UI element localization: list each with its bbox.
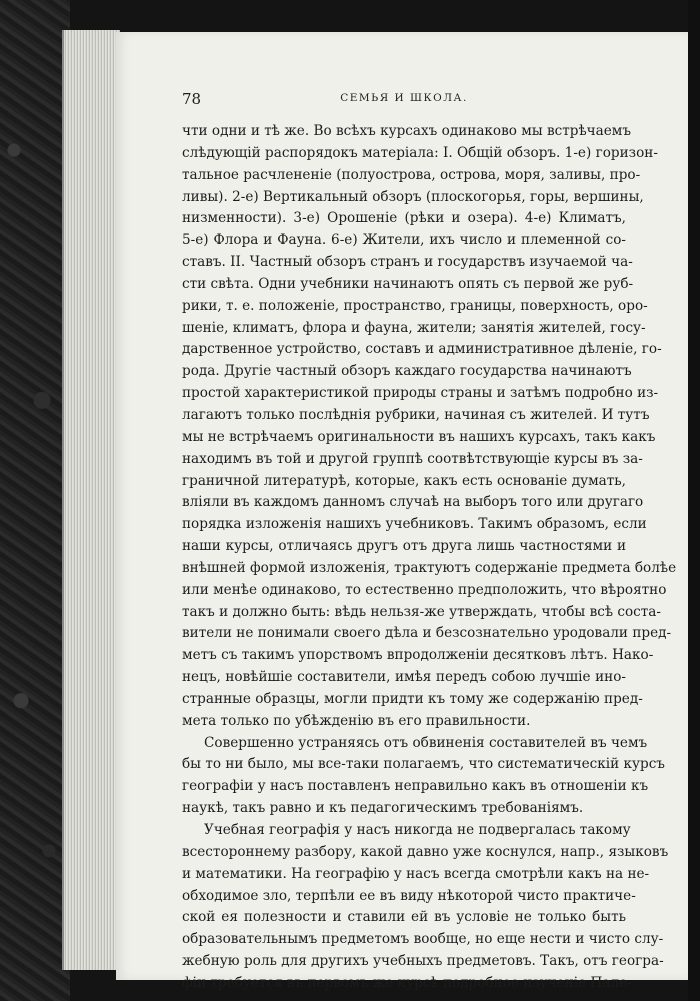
page-header [182, 90, 626, 110]
text-line: такъ и должно быть: вѣдь нельзя-же утверждать, чтобы всѣ соста- [182, 603, 661, 620]
text-line: ставъ. II. Частный обзоръ странъ и государствъ изучаемой ча- [182, 254, 633, 271]
page-number: 78 [182, 90, 202, 108]
text-line: бы то ни было, мы все-таки полагаемъ, что систематическій курсъ [182, 756, 665, 773]
text-line: низменности). 3-е) Орошеніе (рѣки и озера). 4-е) Климатъ, [182, 210, 626, 227]
body-text [182, 121, 677, 995]
text-line: слѣдующій распорядокъ матеріала: I. Общій обзоръ. 1-е) горизон- [182, 144, 658, 161]
text-line: ливы). 2-е) Вертикальный обзоръ (плоскогорья, горы, вершины, [182, 188, 644, 205]
text-line: жебную роль для другихъ учебныхъ предметовъ. Такъ, отъ геогра- [182, 953, 664, 970]
text-line: Совершенно устраняясь отъ обвиненія составителей въ чемъ [204, 734, 648, 751]
running-title: СЕМЬЯ И ШКОЛА. [340, 92, 468, 104]
text-line: фіи требуется въ первомъ же курсѣ подробное изученіе Пале- [182, 974, 632, 991]
text-line: находимъ въ той и другой группѣ соотвѣтствующіе курсы въ за- [182, 450, 643, 467]
text-line: простой характеристикой природы страны и затѣмъ подробно из- [182, 385, 659, 402]
text-line: метъ съ такимъ упорствомъ впродолженіи десятковъ лѣтъ. Нако- [182, 647, 654, 664]
page-edges [62, 30, 120, 970]
text-line: образовательнымъ предметомъ вообще, но еще нести и чисто слу- [182, 931, 664, 948]
text-line: всестороннему разбору, какой давно уже коснулся, напр., языковъ [182, 843, 669, 860]
text-line: географіи у насъ поставленъ неправильно какъ въ отношеніи къ [182, 778, 649, 795]
text-line: рода. Другіе частный обзоръ каждаго государства начинаютъ [182, 363, 632, 380]
scan-border [688, 0, 700, 1001]
text-line: внѣшней формой изложенія, трактуютъ содержаніе предмета болѣе [182, 559, 677, 576]
text-line: и математики. На географію у насъ всегда смотрѣли какъ на не- [182, 865, 650, 882]
text-line: вліяли въ каждомъ данномъ случаѣ на выборъ того или другаго [182, 494, 644, 511]
text-line: чти одни и тѣ же. Во всѣхъ курсахъ одинаково мы встрѣчаемъ [182, 123, 632, 139]
text-line: наукѣ, такъ равно и къ педагогическимъ требованіямъ. [182, 800, 584, 817]
text-line: 5-е) Флора и Фауна. 6-е) Жители, ихъ число и племенной со- [182, 232, 626, 249]
text-line: обходимое зло, терпѣли ее въ виду нѣкоторой чисто практиче- [182, 887, 636, 904]
text-line: рики, т. е. положеніе, пространство, границы, поверхность, оро- [182, 297, 648, 314]
text-line: странные образцы, могли придти къ тому же содержанію пред- [182, 690, 643, 707]
text-line: вители не понимали своего дѣла и безсознательно уродовали пред- [182, 625, 672, 642]
text-line: лагаютъ только послѣднія рубрики, начиная съ жителей. И тутъ [182, 406, 650, 423]
book-cover [0, 0, 70, 1001]
text-line: шеніе, климатъ, флора и фауна, жители; занятія жителей, госу- [182, 319, 646, 336]
text-line: мы не встрѣчаемъ оригинальности въ нашихъ курсахъ, такъ какъ [182, 428, 656, 445]
text-line: тальное расчлененіе (полуострова, острова, моря, заливы, про- [182, 166, 641, 183]
text-line: сти свѣта. Одни учебники начинаютъ опять съ первой же руб- [182, 275, 634, 292]
text-line: или менѣе одинаково, то естественно предположить, что вѣроятно [182, 581, 667, 598]
text-line: дарственное устройство, составъ и административное дѣленіе, го- [182, 341, 662, 358]
text-line: мета только по убѣжденію въ его правильности. [182, 712, 531, 729]
text-line: Учебная географія у насъ никогда не подвергалась такому [204, 822, 631, 838]
text-line: ской ея полезности и ставили ей въ условіе не только быть [182, 909, 626, 926]
text-line: наши курсы, отличаясь другъ отъ друга лишь частностями и [182, 538, 626, 555]
text-line: нецъ, новѣйшіе составители, имѣя передъ собою лучшіе ино- [182, 669, 626, 686]
text-line: порядка изложенія нашихъ учебниковъ. Такимъ образомъ, если [182, 516, 647, 533]
text-line: граничной литературѣ, которые, какъ есть основаніе думать, [182, 472, 626, 489]
